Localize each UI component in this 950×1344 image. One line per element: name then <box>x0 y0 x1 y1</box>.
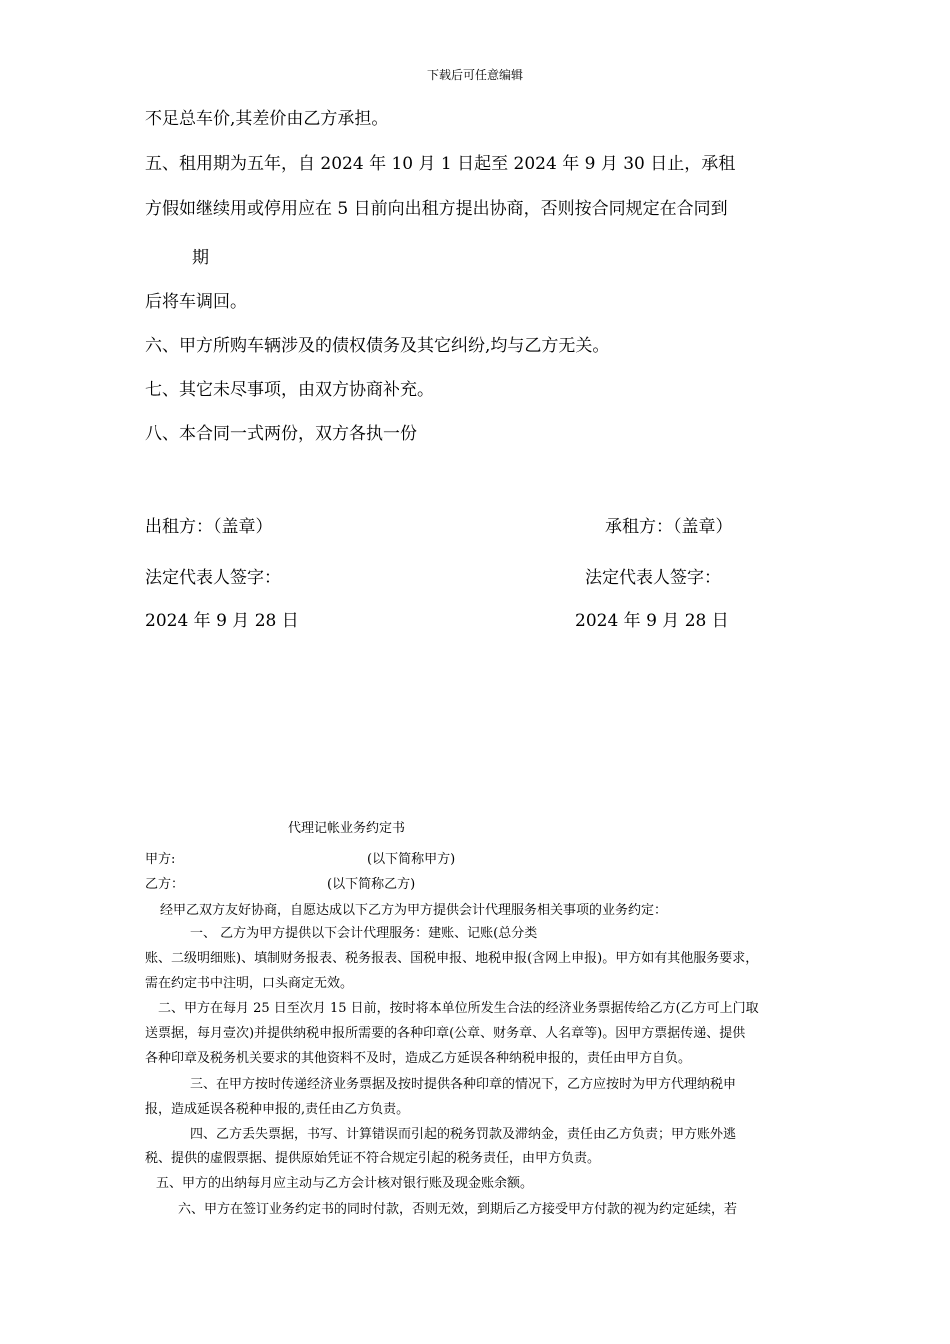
item-3-line-2: 报，造成延误各税种申报的,责任由乙方负责。 <box>145 1102 410 1117</box>
lessor-date: 2024 年 9 月 28 日 <box>145 611 299 631</box>
clause-5-line-a: 五、租用期为五年，自 2024 年 10 月 1 日起至 2024 年 9 月 30 日止，承租 <box>145 154 736 174</box>
item-1-line-2: 账、二级明细账)、填制财务报表、税务报表、国税申报、地税申报(含网上申报)。甲方如有其他服务要求， <box>145 951 759 966</box>
item-2-line-1: 二、甲方在每月 25 日至次月 15 日前，按时将本单位所发生合法的经济业务票据传给乙方(乙方可上门取 <box>158 1001 759 1016</box>
item-5: 五、甲方的出纳每月应主动与乙方会计核对银行账及现金账余额。 <box>156 1176 534 1191</box>
page-header: 下载后可任意编辑 <box>426 68 523 82</box>
item-2-line-3: 各种印章及税务机关要求的其他资料不及时，造成乙方延误各种纳税申报的，责任由甲方自负。 <box>145 1051 692 1066</box>
lessor-seal-label: 出租方：（盖章） <box>145 517 273 537</box>
clause-8: 八、本合同一式两份，双方各执一份 <box>145 424 417 444</box>
agreement-intro: 经甲乙双方友好协商，自愿达成以下乙方为甲方提供会计代理服务相关事项的业务约定： <box>160 903 668 918</box>
party-a-label: 甲方: <box>145 852 176 867</box>
agreement-title: 代理记帐业务约定书 <box>288 821 406 836</box>
clause-5-line-c: 期 <box>192 248 209 268</box>
item-4-line-1: 四、乙方丢失票据，书写、计算错误而引起的税务罚款及滞纳金，责任由乙方负责；甲方账外逃 <box>190 1127 737 1142</box>
item-3-line-1: 三、在甲方按时传递经济业务票据及按时提供各种印章的情况下，乙方应按时为甲方代理纳税申 <box>190 1077 737 1092</box>
clause-5-line-d: 后将车调回。 <box>145 292 247 312</box>
party-b-label: 乙方： <box>145 877 185 892</box>
item-4-line-2: 税、提供的虚假票据、提供原始凭证不符合规定引起的税务责任，由甲方负责。 <box>145 1151 601 1166</box>
clause-5-line-b: 方假如继续用或停用应在 5 日前向出租方提出协商，否则按合同规定在合同到 <box>145 199 728 219</box>
clause-4-tail: 不足总车价,其差价由乙方承担。 <box>145 109 389 129</box>
lessee-seal-label: 承租方：（盖章） <box>605 517 733 537</box>
party-b-note: (以下简称乙方) <box>327 877 416 892</box>
item-6: 六、甲方在签订业务约定书的同时付款，否则无效，到期后乙方接受甲方付款的视为约定延续，若 <box>178 1202 738 1217</box>
item-2-line-2: 送票据，每月壹次)并提供纳税申报所需要的各种印章(公章、财务章、人名章等)。因甲方票据传递、提供 <box>145 1026 746 1041</box>
clause-7: 七、其它未尽事项，由双方协商补充。 <box>145 380 434 400</box>
lessee-rep-signature: 法定代表人签字： <box>585 568 721 588</box>
item-1-line-1: 一、 乙方为甲方提供以下会计代理服务：建账、记账(总分类 <box>190 926 538 941</box>
item-1-line-3: 需在约定书中注明，口头商定无效。 <box>145 976 354 991</box>
lessor-rep-signature: 法定代表人签字： <box>145 568 281 588</box>
lessee-date: 2024 年 9 月 28 日 <box>575 611 729 631</box>
party-a-note: (以下简称甲方) <box>367 852 456 867</box>
clause-6: 六、甲方所购车辆涉及的债权债务及其它纠纷,均与乙方无关。 <box>145 336 610 356</box>
